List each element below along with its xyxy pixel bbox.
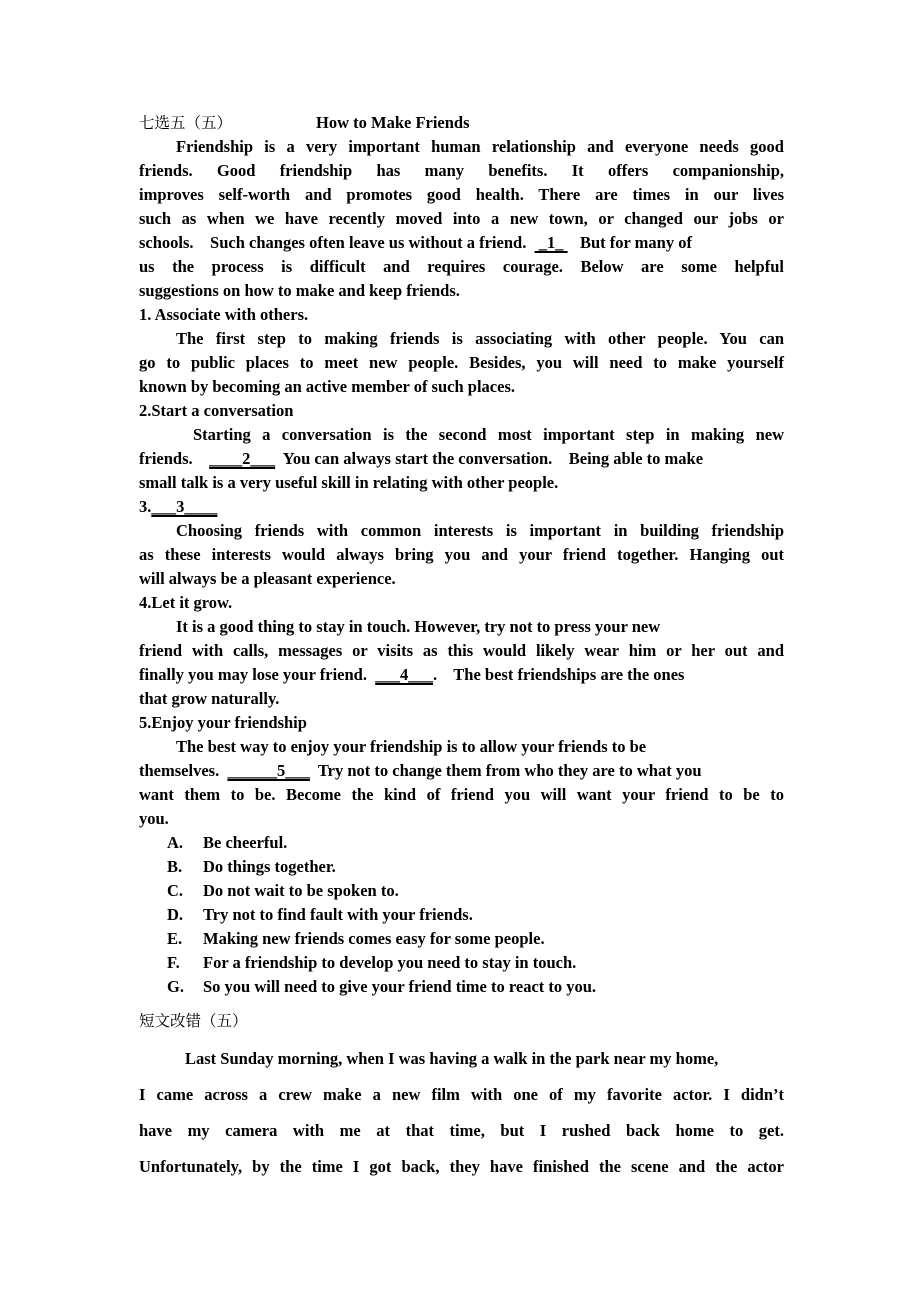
section-1-line: The first step to making friends is associating with other people. You can — [176, 329, 784, 348]
blank-4[interactable]: ___4___ — [375, 665, 433, 684]
section-3-number: 3. — [139, 497, 152, 516]
option-key: D. — [167, 905, 184, 924]
section-4-line-with-blank — [139, 663, 684, 687]
intro-line: us the process is difficult and requires courage. Below are some helpful — [139, 257, 784, 276]
text-after-blank: Try not to change them from who they are to what you — [309, 761, 702, 780]
option-a[interactable] — [167, 831, 287, 855]
text-before-blank: finally you may lose your friend. — [139, 665, 376, 684]
text-before-blank: schools. Such changes often leave us without a friend. — [139, 233, 535, 252]
option-d[interactable] — [167, 903, 473, 927]
option-text: Do not wait to be spoken to. — [203, 881, 399, 900]
text-after-blank: . The best friendships are the ones — [432, 665, 685, 684]
text-before-blank: themselves. — [139, 761, 228, 780]
option-key: F. — [167, 953, 180, 972]
option-f[interactable] — [167, 951, 576, 975]
option-text: So you will need to give your friend time to react to you. — [203, 977, 597, 996]
section-4-line: that grow naturally. — [139, 689, 280, 708]
option-key: E. — [167, 929, 183, 948]
section-1-line: known by becoming an active member of such places. — [139, 377, 515, 396]
error-correction-line: Unfortunately, by the time I got back, they have finished the scene and the actor — [139, 1157, 784, 1176]
section-4-line: It is a good thing to stay in touch. However, try not to press your new — [176, 617, 661, 636]
section-3-line: will always be a pleasant experience. — [139, 569, 396, 588]
text-before-blank: friends. — [139, 449, 210, 468]
option-text: Try not to find fault with your friends. — [203, 905, 473, 924]
section-5-line-with-blank — [139, 759, 702, 783]
intro-line: suggestions on how to make and keep friends. — [139, 281, 460, 300]
section-1-line: go to public places to meet new people. Besides, you will need to make yourself — [139, 353, 784, 372]
section-label: 七选五（五） — [139, 114, 233, 132]
blank-5[interactable]: ______5___ — [227, 761, 310, 780]
blank-1[interactable]: _1_ — [534, 233, 568, 252]
option-text: Be cheerful. — [203, 833, 288, 852]
option-key: G. — [167, 977, 184, 996]
intro-line-with-blank — [139, 231, 692, 255]
blank-2[interactable]: ____2___ — [209, 449, 276, 468]
option-b[interactable] — [167, 855, 336, 879]
section-3-heading — [139, 495, 217, 519]
option-e[interactable] — [167, 927, 545, 951]
section-4-line: friend with calls, messages or visits as this would likely wear him or her out and — [139, 641, 784, 660]
section-5-line: want them to be. Become the kind of friend you will want your friend to be to — [139, 785, 784, 804]
section-2-heading: 2.Start a conversation — [139, 401, 294, 420]
blank-3[interactable]: ___3____ — [151, 497, 218, 516]
section-5-line: The best way to enjoy your friendship is to allow your friends to be — [176, 737, 647, 756]
section-5-line: you. — [139, 809, 169, 828]
section-5-heading: 5.Enjoy your friendship — [139, 713, 307, 732]
option-key: A. — [167, 833, 184, 852]
option-key: B. — [167, 857, 183, 876]
error-correction-heading — [139, 1009, 248, 1033]
section-heading — [139, 111, 232, 135]
section-1-heading: 1. Associate with others. — [139, 305, 309, 324]
section-3-line: as these interests would always bring you and your friend together. Hanging out — [139, 545, 784, 564]
error-correction-label: 短文改错（五） — [139, 1012, 248, 1030]
text-after-blank: But for many of — [567, 233, 692, 252]
option-c[interactable] — [167, 879, 399, 903]
option-text: For a friendship to develop you need to stay in touch. — [203, 953, 577, 972]
error-correction-line: Last Sunday morning, when I was having a walk in the park near my home, — [185, 1049, 719, 1068]
option-text: Do things together. — [203, 857, 336, 876]
section-2-line: Starting a conversation is the second most important step in making new — [193, 425, 784, 444]
option-g[interactable] — [167, 975, 596, 999]
intro-line: Friendship is a very important human relationship and everyone needs good — [176, 137, 784, 156]
section-4-heading: 4.Let it grow. — [139, 593, 233, 612]
section-2-line-with-blank — [139, 447, 703, 471]
error-correction-line: I came across a crew make a new film with one of my favorite actor. I didn’t — [139, 1085, 784, 1104]
intro-line: such as when we have recently moved into a new town, or changed our jobs or — [139, 209, 784, 228]
option-key: C. — [167, 881, 184, 900]
intro-line: improves self-worth and promotes good health. There are times in our lives — [139, 185, 784, 204]
passage-title: How to Make Friends — [316, 113, 470, 132]
intro-line: friends. Good friendship has many benefits. It offers companionship, — [139, 161, 784, 180]
option-text: Making new friends comes easy for some people. — [203, 929, 545, 948]
section-3-line: Choosing friends with common interests is important in building friendship — [176, 521, 784, 540]
text-after-blank: You can always start the conversation. Being able to make — [275, 449, 704, 468]
error-correction-line: have my camera with me at that time, but I rushed back home to get. — [139, 1121, 784, 1140]
section-2-line: small talk is a very useful skill in relating with other people. — [139, 473, 559, 492]
